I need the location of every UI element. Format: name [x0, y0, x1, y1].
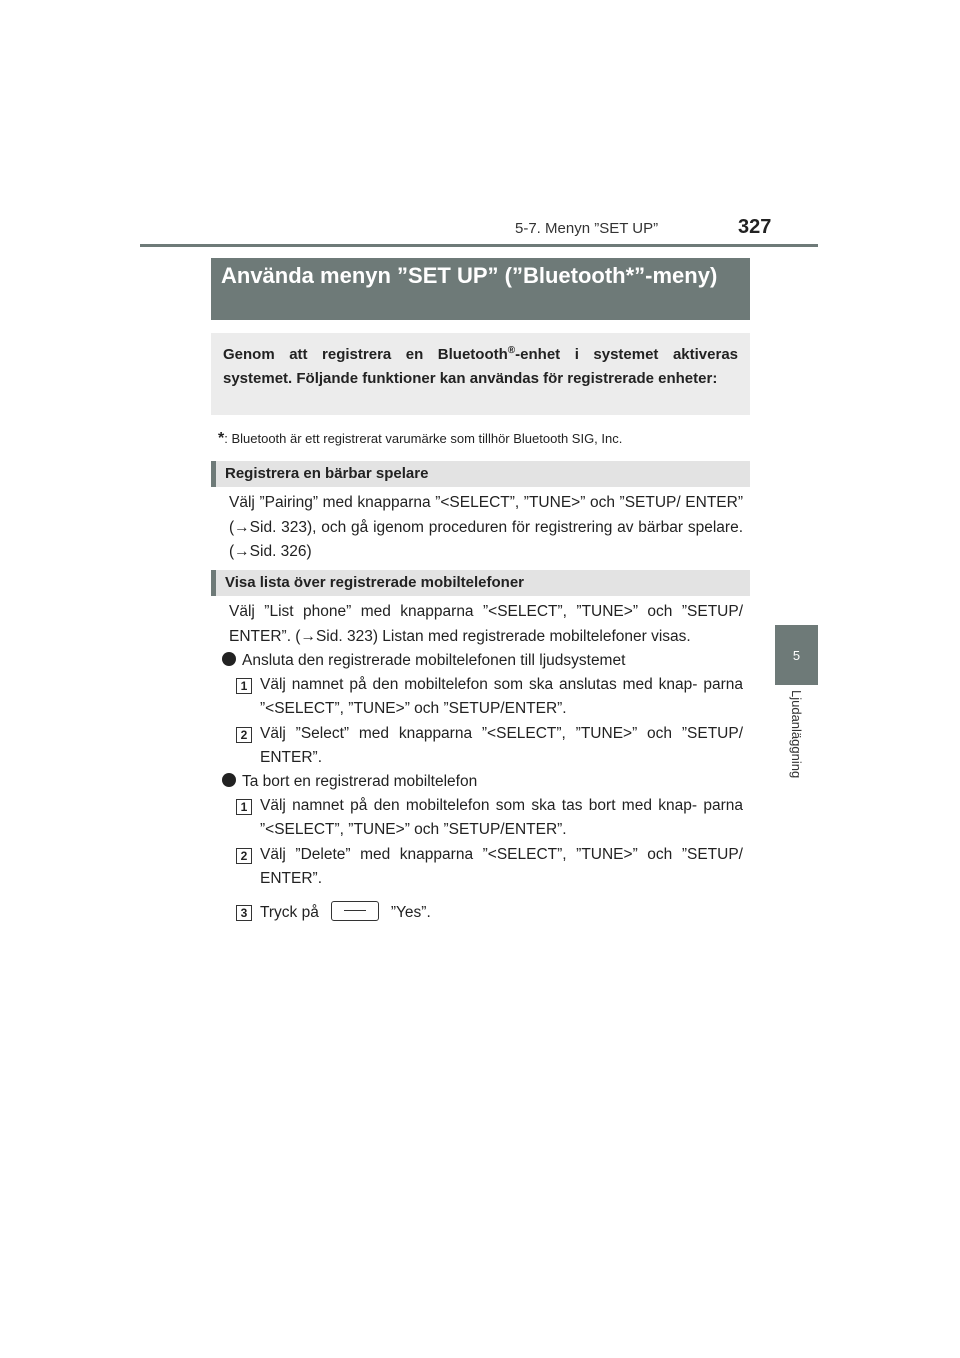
step-text: Välj namnet på den mobiltelefon som ska anslutas med knap- parna ”<SELECT”, ”TUNE>” och ”SETUP/ENTER”.	[260, 676, 743, 717]
intro-suffix: -enhet i systemet aktiveras systemet. Följande funktioner kan användas för registrerade enheter:	[223, 346, 738, 387]
bullet-dot-icon	[222, 652, 236, 666]
step-number: 3	[236, 905, 252, 921]
step-number: 1	[236, 678, 252, 694]
footnote	[218, 430, 622, 448]
bullet-delete	[222, 770, 742, 794]
step-number: 1	[236, 799, 252, 815]
page-number: 327	[738, 216, 772, 238]
bullet-dot-icon	[222, 773, 236, 787]
chapter-side-label	[784, 690, 804, 800]
list-paragraph: Välj ”List phone” med knapparna ”<SELECT”, ”TUNE>” och ”SETUP/ ENTER”. (→Sid. 323) Listan med registrerade mobiltelefoner visas.	[229, 603, 743, 645]
step-text-after: ”Yes”.	[390, 904, 431, 921]
bullet-delete-text: Ta bort en registrerad mobiltelefon	[242, 773, 478, 790]
step-text: Välj ”Select” med knapparna ”<SELECT”, ”TUNE>” och ”SETUP/ ENTER”.	[260, 725, 743, 766]
step-number: 2	[236, 727, 252, 743]
page-header-section: 5-7. Menyn ”SET UP”	[515, 220, 659, 237]
step-number: 2	[236, 848, 252, 864]
footnote-text: : Bluetooth är ett registrerat varumärke som tillhör Bluetooth SIG, Inc.	[224, 431, 623, 446]
registered-mark: ®	[507, 345, 516, 356]
step-text: Välj ”Delete” med knapparna ”<SELECT”, ”TUNE>” och ”SETUP/ ENTER”.	[260, 846, 743, 887]
bullet-connect-text: Ansluta den registrerade mobiltelefonen till ljudsystemet	[242, 652, 626, 669]
intro-box	[211, 333, 750, 415]
bullet-connect	[222, 649, 742, 673]
step-text-before: Tryck på	[260, 904, 319, 921]
register-paragraph: Välj ”Pairing” med knapparna ”<SELECT”, ”TUNE>” och ”SETUP/ ENTER” (→Sid. 323), och gå igenom proceduren för registrering av bärbar spelare. (→Sid. 326)	[229, 494, 743, 560]
section-title: Använda menyn ”SET UP” (”Bluetooth*”-meny)	[211, 258, 750, 320]
subsection-heading-register: Registrera en bärbar spelare	[211, 461, 750, 487]
minus-button-icon	[331, 901, 379, 921]
chapter-number: 5	[792, 647, 801, 663]
subsection-heading-list: Visa lista över registrerade mobiltelefoner	[211, 570, 750, 596]
step-text: Välj namnet på den mobiltelefon som ska tas bort med knap- parna ”<SELECT”, ”TUNE>” och ”SETUP/ENTER”.	[260, 797, 743, 838]
chapter-side-label-text: Ljudanläggning	[789, 690, 804, 779]
chapter-tab	[775, 625, 818, 685]
header-rule	[140, 244, 818, 247]
intro-prefix: Genom att registrera en Bluetooth	[223, 346, 508, 363]
step-text	[260, 901, 743, 925]
footnote-mark: *	[218, 430, 225, 447]
